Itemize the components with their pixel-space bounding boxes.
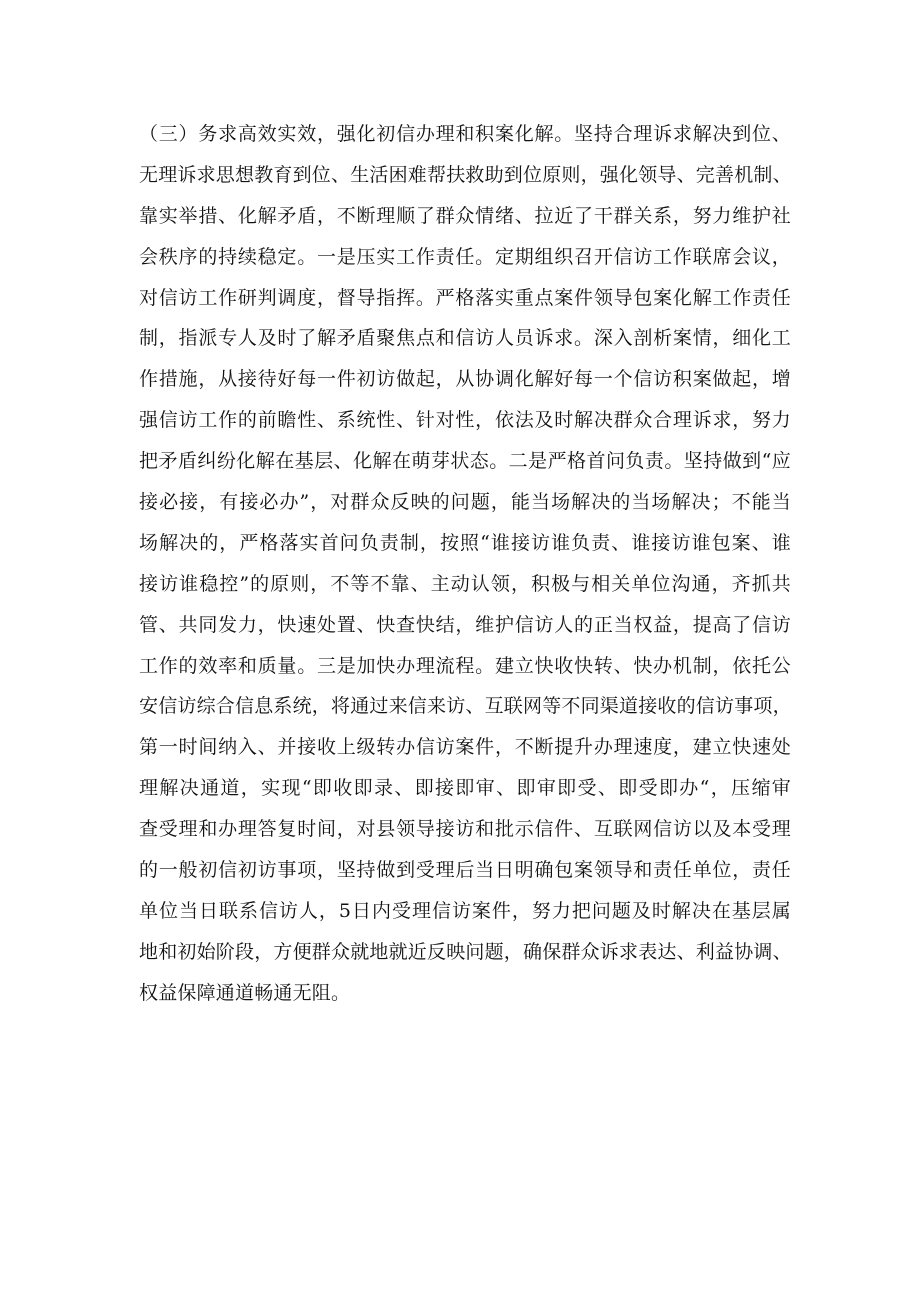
paragraph-line: 工作的效率和质量。三是加快办理流程。建立快收快转、快办机制，依托公: [139, 654, 791, 677]
paragraph-line: （三）务求高效实效，强化初信办理和积案化解。坚持合理诉求解决到位、: [139, 123, 791, 145]
paragraph-line: 接必接，有接必办”，对群众反映的问题，能当场解决的当场解决；不能当: [139, 491, 791, 514]
paragraph-line: 场解决的，严格落实首问负责制，按照“谁接访谁负责、谁接访谁包案、谁: [139, 531, 791, 554]
paragraph-line: 靠实举措、化解矛盾，不断理顺了群众情绪、拉近了干群关系，努力维护社: [139, 204, 791, 227]
paragraph-line-last: 权益保障通道畅通无阻。: [139, 981, 351, 1004]
paragraph-line: 的一般初信初访事项，坚持做到受理后当日明确包案领导和责任单位，责任: [139, 859, 791, 882]
paragraph-line: 无理诉求思想教育到位、生活困难帮扶救助到位原则，强化领导、完善机制、: [139, 163, 792, 186]
paragraph-line: 把矛盾纠纷化解在基层、化解在萌芽状态。二是严格首问负责。坚持做到“应: [139, 450, 791, 473]
paragraph-line: 强信访工作的前瞻性、系统性、针对性，依法及时解决群众合理诉求，努力: [139, 409, 791, 432]
paragraph-line: 地和初始阶段，方便群众就地就近反映问题，确保群众诉求表达、利益协调、: [139, 940, 792, 963]
paragraph-line: 会秩序的持续稳定。一是压实工作责任。定期组织召开信访工作联席会议，: [139, 245, 791, 268]
paragraph-line: 查受理和办理答复时间，对县领导接访和批示信件、互联网信访以及本受理: [139, 818, 791, 841]
paragraph-line: 单位当日联系信访人，5日内受理信访案件，努力把问题及时解决在基层属: [139, 899, 791, 922]
paragraph-line: 对信访工作研判调度，督导指挥。严格落实重点案件领导包案化解工作责任: [139, 286, 791, 309]
body-paragraph: [139, 114, 791, 1014]
paragraph-line: 作措施，从接待好每一件初访做起，从协调化解好每一个信访积案做起，增: [139, 368, 791, 391]
paragraph-line: 第一时间纳入、并接收上级转办信访案件，不断提升办理速度，建立快速处: [139, 736, 791, 759]
paragraph-line: 管、共同发力，快速处置、快查快结，维护信访人的正当权益，提高了信访: [139, 613, 791, 636]
paragraph-line: 安信访综合信息系统，将通过来信来访、互联网等不同渠道接收的信访事项，: [139, 695, 792, 718]
paragraph-line: 制，指派专人及时了解矛盾聚焦点和信访人员诉求。深入剖析案情，细化工: [139, 327, 791, 350]
paragraph-line: 接访谁稳控”的原则，不等不靠、主动认领，积极与相关单位沟通，齐抓共: [139, 572, 791, 595]
paragraph-line: 理解决通道，实现“即收即录、即接即审、即审即受、即受即办“，压缩审: [139, 777, 791, 800]
